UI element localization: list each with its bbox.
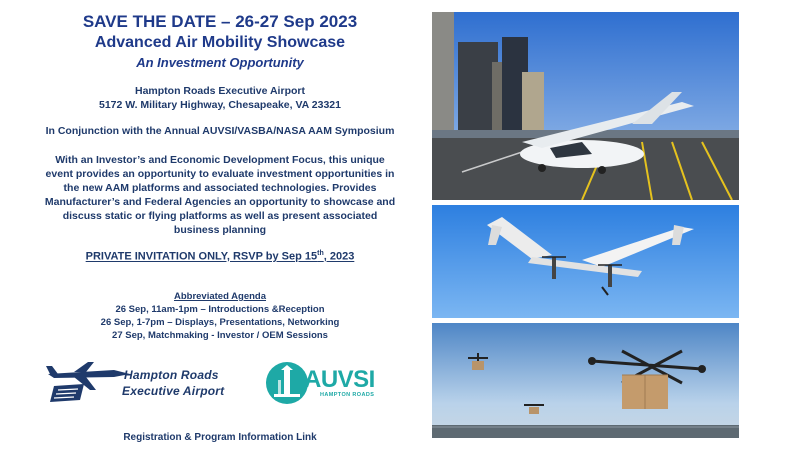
hampton-logo-line1: Hampton Roads: [124, 368, 219, 382]
auvsi-badge-icon: [266, 362, 308, 404]
conjunction-note: In Conjunction with the Annual AUVSI/VASBA/NASA AAM Symposium: [45, 125, 395, 137]
hampton-logo-line2: Executive Airport: [122, 384, 225, 398]
event-tagline: An Investment Opportunity: [136, 55, 304, 70]
auvsi-logo: [266, 362, 386, 404]
venue-address: 5172 W. Military Highway, Chesapeake, VA 23321: [98, 99, 341, 111]
auvsi-chapter: HAMPTON ROADS: [320, 392, 375, 398]
photo-delivery-drones: [432, 323, 739, 438]
registration-link[interactable]: Registration & Program Information Link: [123, 432, 317, 443]
rsvp-suffix: , 2023: [323, 250, 355, 263]
save-the-date-heading: SAVE THE DATE – 26-27 Sep 2023: [82, 12, 358, 31]
agenda-item: 26 Sep, 1-7pm – Displays, Presentations, Networking: [100, 317, 340, 328]
rsvp-sup: th: [317, 250, 324, 257]
event-description: With an Investor’s and Economic Development Focus, this unique event provides an opportunity to evaluate investment opportunities in the new AAM platforms and associated technologies. Provides Manufacturer’s and Federal Agencies an opportunity to showcase and discuss static or flying platforms as well as present associated business planning: [44, 154, 396, 236]
agenda-block: [0, 290, 440, 342]
auvsi-wordmark: AUVSI: [304, 366, 375, 393]
rsvp-notice: [0, 250, 440, 263]
agenda-heading: Abbreviated Agenda: [173, 291, 267, 302]
venue-name: Hampton Roads Executive Airport: [135, 85, 305, 97]
agenda-item: 27 Sep, Matchmaking - Investor / OEM Sessions: [112, 330, 328, 341]
photo-vtol-drone: [432, 205, 739, 318]
venue-block: [0, 84, 440, 112]
airplane-logo-icon: [44, 360, 134, 404]
photo-evtol-helipad: [432, 12, 739, 200]
rsvp-prefix: PRIVATE INVITATION ONLY, RSVP by Sep 15: [85, 250, 318, 263]
agenda-item: 26 Sep, 11am-1pm – Introductions &Reception: [115, 304, 325, 315]
event-name-heading: Advanced Air Mobility Showcase: [94, 34, 346, 51]
hampton-roads-airport-logo: [44, 360, 264, 404]
